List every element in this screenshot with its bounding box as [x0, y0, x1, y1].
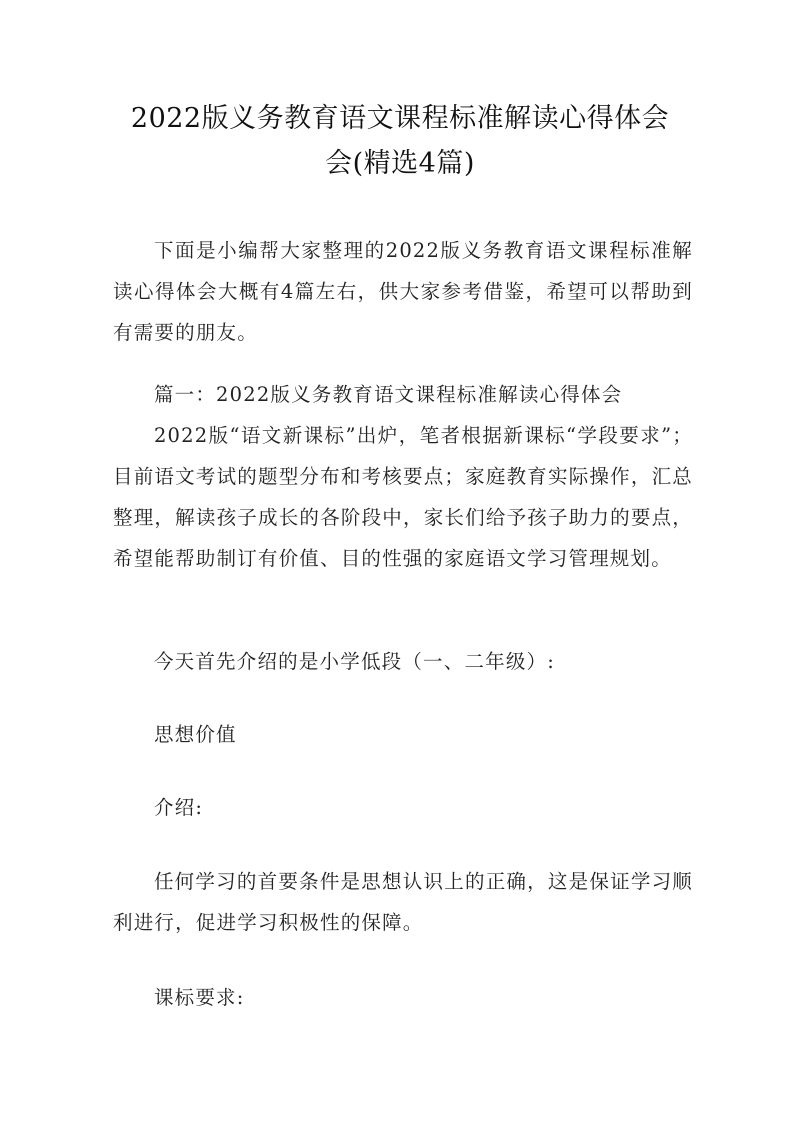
thought-paragraph: 任何学习的首要条件是思想认识上的正确，这是保证学习顺利进行，促进学习积极性的保障。: [113, 870, 693, 934]
subheading-thought-value: 思想价值: [153, 723, 237, 746]
section-1-paragraph: 2022版“语文新课标”出炉，笔者根据新课标“学段要求”；目前语文考试的题型分布和考核要点；家庭教育实际操作，汇总整理，解读孩子成长的各阶段中，家长们给予孩子助力的要点，希望能帮助制订有价值、目的性强的家庭语文学习管理规划。: [113, 424, 693, 570]
label-requirements: 课标要求:: [153, 986, 245, 1009]
section-1-heading: 篇一：2022版义务教育语文课程标准解读心得体会: [153, 383, 623, 406]
label-intro: 介绍:: [153, 796, 204, 819]
title-line-2: 会(精选4篇): [325, 148, 475, 179]
title-line-1: 2022版义务教育语文课程标准解读心得体会: [130, 103, 670, 134]
lower-grades-intro: 今天首先介绍的是小学低段（一、二年级）:: [153, 650, 556, 673]
intro-paragraph: 下面是小编帮大家整理的2022版义务教育语文课程标准解读心得体会大概有4篇左右，供大家参考借鉴，希望可以帮助到有需要的朋友。: [113, 239, 693, 344]
document-title: [100, 96, 700, 186]
